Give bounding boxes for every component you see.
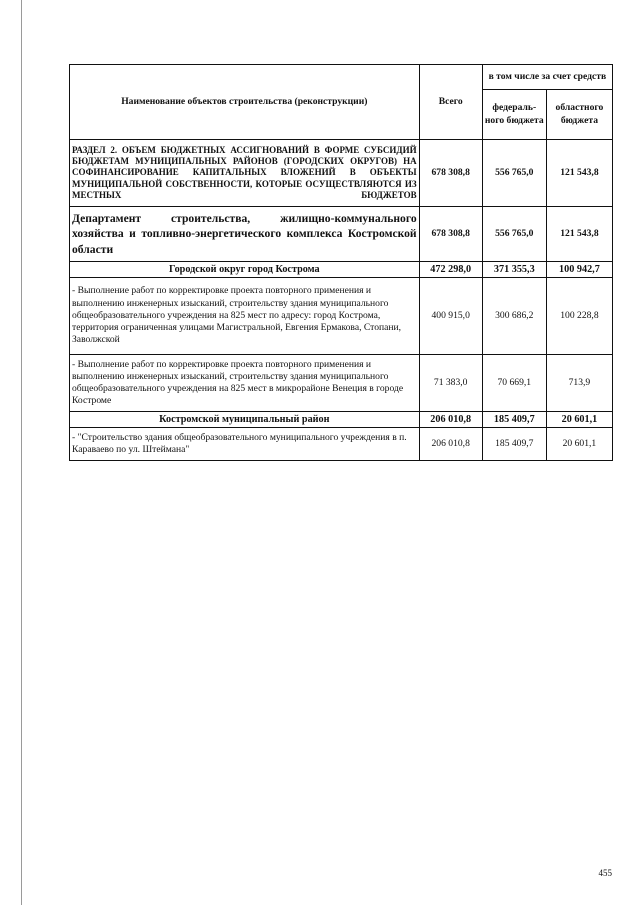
header-federal-budget: федераль-ного бюджета [482, 90, 546, 140]
municipality-total: 472 298,0 [419, 262, 482, 278]
municipality-regional: 20 601,1 [546, 412, 612, 428]
header-regional-budget: областного бюджета [546, 90, 612, 140]
object-federal: 185 409,7 [482, 428, 546, 461]
object-total: 206 010,8 [419, 428, 482, 461]
section-row [70, 140, 613, 207]
object-description: - Выполнение работ по корректировке проекта повторного применения и выполнению инженерных изысканий, строительству здания муниципального общеобразовательного учреждения на 825 мест по адресу: город Кострома, территория ограниченная улицами Магистральной, Евгения Ермакова, Стопани, Заволжской [70, 278, 420, 355]
table-row [70, 428, 613, 461]
department-regional: 121 543,8 [546, 207, 612, 262]
municipality-federal: 185 409,7 [482, 412, 546, 428]
object-description: - Выполнение работ по корректировке проекта повторного применения и выполнению инженерных изысканий, строительству здания муниципального общеобразовательного учреждения на 825 мест в микрорайоне Венеция в городе Костроме [70, 355, 420, 412]
section-federal: 556 765,0 [482, 140, 546, 207]
object-regional: 713,9 [546, 355, 612, 412]
object-regional: 20 601,1 [546, 428, 612, 461]
municipality-total: 206 010,8 [419, 412, 482, 428]
municipality-row-kostroma-city [70, 262, 613, 278]
department-federal: 556 765,0 [482, 207, 546, 262]
header-object-name: Наименование объектов строительства (реконструкции) [70, 65, 420, 140]
header-total: Всего [419, 65, 482, 140]
object-federal: 300 686,2 [482, 278, 546, 355]
object-description: - "Строительство здания общеобразовательного муниципального учреждения в п. Караваево по ул. Штеймана" [70, 428, 420, 461]
table-header-row [70, 65, 613, 90]
municipality-federal: 371 355,3 [482, 262, 546, 278]
section-regional: 121 543,8 [546, 140, 612, 207]
section-total: 678 308,8 [419, 140, 482, 207]
header-including-sources: в том числе за счет средств [482, 65, 612, 90]
municipality-name: Костромской муниципальный район [70, 412, 420, 428]
page-edge-line [21, 0, 22, 905]
municipality-regional: 100 942,7 [546, 262, 612, 278]
department-row [70, 207, 613, 262]
section-title: РАЗДЕЛ 2. ОБЪЕМ БЮДЖЕТНЫХ АССИГНОВАНИЙ В ФОРМЕ СУБСИДИЙ БЮДЖЕТАМ МУНИЦИПАЛЬНЫХ РАЙОНОВ (ГОРОДСКИХ ОКРУГОВ) НА СОФИНАНСИРОВАНИЕ КАПИТАЛЬНЫХ ВЛОЖЕНИЙ В ОБЪЕКТЫ МУНИЦИПАЛЬНОЙ СОБСТВЕННОСТИ, КОТОРЫЕ ОСУЩЕСТВЛЯЮТСЯ ИЗ МЕСТНЫХ БЮДЖЕТОВ [70, 140, 420, 207]
municipality-name: Городской округ город Кострома [70, 262, 420, 278]
page-number: 455 [598, 868, 612, 878]
table-row [70, 355, 613, 412]
object-regional: 100 228,8 [546, 278, 612, 355]
department-total: 678 308,8 [419, 207, 482, 262]
object-federal: 70 669,1 [482, 355, 546, 412]
municipality-row-kostroma-district [70, 412, 613, 428]
object-total: 400 915,0 [419, 278, 482, 355]
department-name: Департамент строительства, жилищно-коммунального хозяйства и топливно-энергетического комплекса Костромской области [70, 207, 420, 262]
object-total: 71 383,0 [419, 355, 482, 412]
table-row [70, 278, 613, 355]
budget-allocation-table [69, 64, 613, 461]
